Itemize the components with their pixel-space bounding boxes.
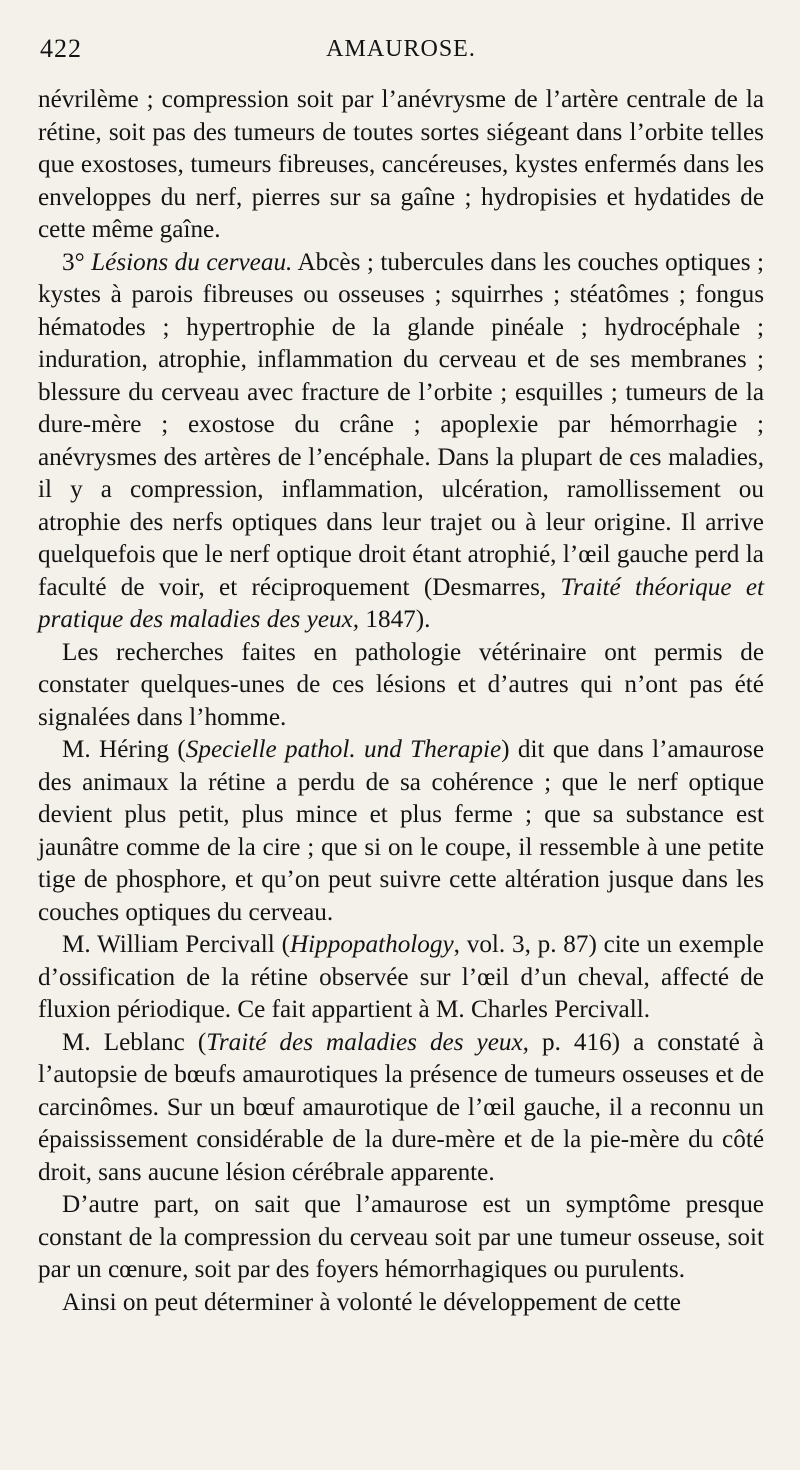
page-number: 422	[40, 34, 82, 63]
citation-title: Traité théorique et pratique des maladies des yeux,	[38, 573, 764, 633]
paragraph-text: Abcès ; tubercules dans les couches optiques ; kystes à parois fibreuses ou osseuses ; squirrhes ; stéatômes ; fongus hématodes ; hypertrophie de la glande pinéale ; hydrocéphale ; induration, atrophie, inflammation du cerveau et de ses membranes ; blessure du cerveau avec fracture de l’orbite ; esquilles ; tumeurs de la dure-mère ; exostose du crâne ; apoplexie par hémorrhagie ; anévrysmes des artères de l’encéphale. Dans la plupart de ces maladies, il y a compression, inflammation, ulcération, ramollissement ou atrophie des nerfs optiques dans leur trajet ou à leur origine. Il arrive quelquefois que le nerf optique droit étant atrophié, l’œil gauche perd la faculté de voir, et réciproquement (Desmarres,	[38, 248, 764, 601]
paragraph-text: ) dit que dans l’amaurose des animaux la rétine a perdu de sa cohérence ; que le nerf optique devient plus petit, plus mince et plus ferme ; que sa substance est jaunâtre comme de la cire ; que si on le coupe, il ressemble à une petite tige de phosphore, et qu’on peut suivre cette altération jusque dans les couches optiques du cerveau.	[38, 736, 764, 926]
paragraph-compression: D’autre part, on sait que l’amaurose est un symptôme presque constant de la compression du cerveau soit par une tumeur osseuse, soit par un cœnure, soit par des foyers hémorrhagiques ou purulents.	[38, 1191, 764, 1283]
citation-title: Hippopathology	[289, 931, 454, 958]
paragraph-leblanc	[38, 1027, 764, 1190]
paragraph-brain-lesions	[38, 247, 764, 637]
paragraph-text: M. Leblanc (	[62, 1028, 207, 1056]
paragraph-text: , vol. 3, p. 87) cite un exemple d’ossification de la rétine observée sur l’œil d’un cheval, affecté de fluxion périodique. Ce fait appartient à M. Charles Percivall.	[38, 931, 764, 1023]
paragraph-veterinary: Les recherches faites en pathologie vétérinaire ont permis de constater quelques-unes de ces lésions et d’autres qui n’ont pas été signalées dans l’homme.	[38, 638, 764, 731]
paragraph-text: M. William Percivall (	[62, 931, 290, 958]
paragraph-text: 1847).	[359, 606, 431, 633]
paragraph-text: p. 416) a constaté à l’autopsie de bœufs amaurotiques la présence de tumeurs osseuses et de carcinômes. Sur un bœuf amaurotique de l’œil gauche, il a reconnu un épaississement considérable de la dure-mère et de la pie-mère du côté droit, sans aucune lésion cérébrale apparente.	[38, 1028, 764, 1186]
section-number: 3°	[62, 248, 92, 276]
running-title: AMAUROSE.	[326, 36, 476, 62]
citation-title: Specielle pathol. und Therapie	[185, 736, 502, 763]
paragraph-text: M. Héring (	[62, 736, 186, 763]
paragraph-hering	[38, 734, 764, 929]
citation-title: Traité des maladies des yeux,	[206, 1028, 529, 1056]
section-title: Lésions du cerveau.	[91, 248, 293, 276]
paragraph-final: Ainsi on peut déterminer à volonté le développement de cette	[62, 1288, 681, 1316]
page-header	[38, 28, 764, 84]
paragraph-nerve-lesions: névrilème ; compression soit par l’anévrysme de l’artère centrale de la rétine, soit pas des tumeurs de toutes sortes siégeant dans l’orbite telles que exostoses, tumeurs fibreuses, cancéreuses, kystes enfermés dans les enveloppes du nerf, pierres sur sa gaîne ; hydropisies et hydatides de cette même gaîne.	[38, 86, 764, 243]
paragraph-percivall	[38, 929, 764, 1027]
body-text	[38, 84, 764, 1319]
